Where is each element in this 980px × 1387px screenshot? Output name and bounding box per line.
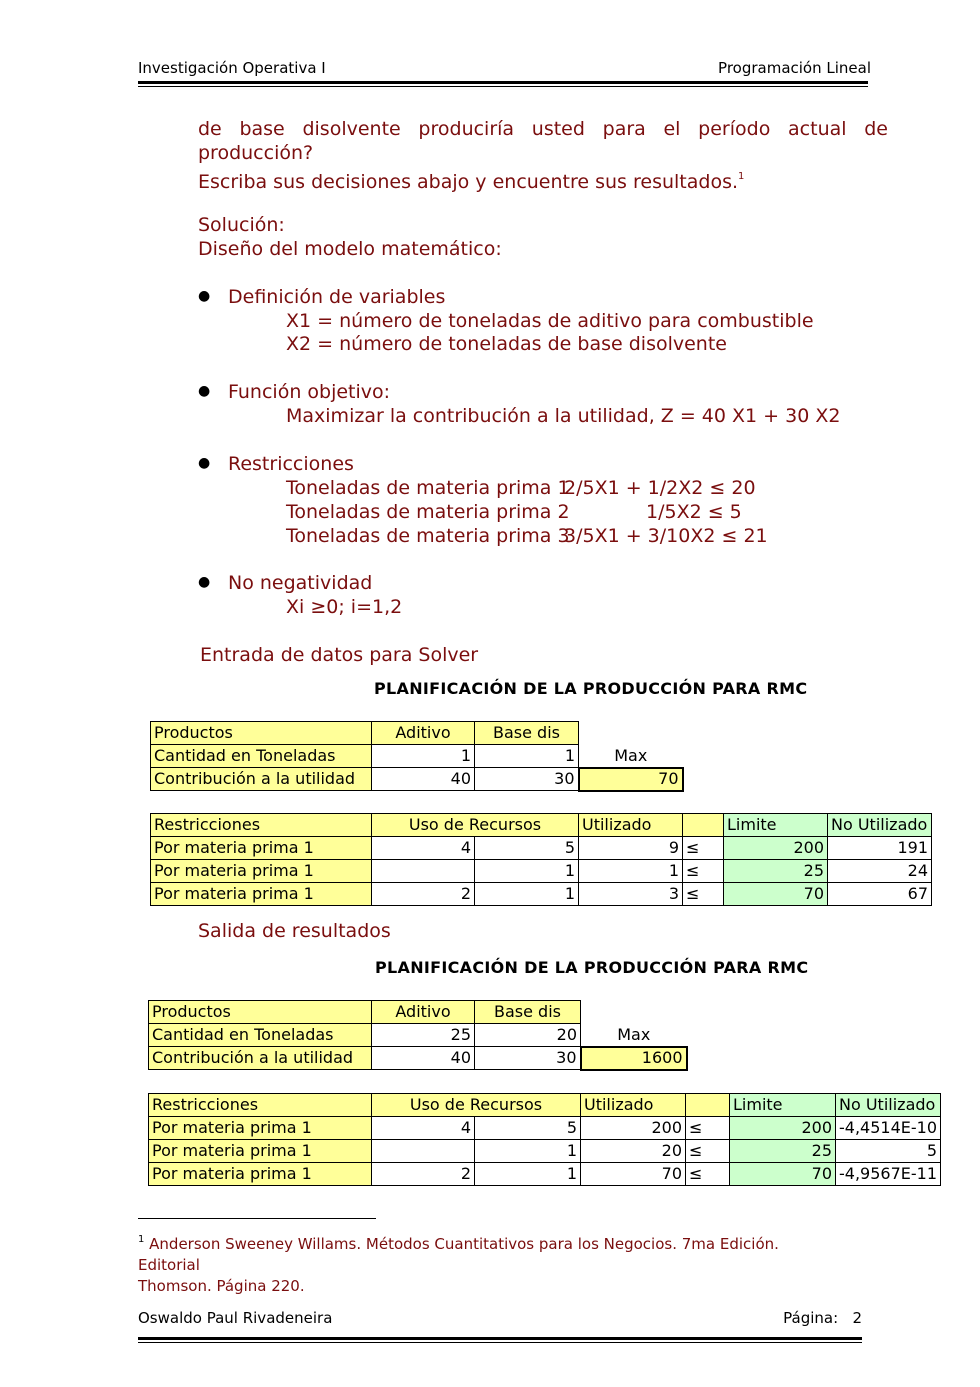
header-topic: Programación Lineal (718, 59, 871, 77)
table-cell: 200 (581, 1117, 686, 1140)
table-cell: 5 (836, 1140, 941, 1163)
table-cell: No Utilizado (828, 814, 932, 837)
table-cell: 1 (475, 883, 579, 906)
table-cell: 5 (475, 1117, 581, 1140)
table-row (149, 1024, 687, 1047)
bullet-icon: ● (198, 383, 211, 399)
table-cell (579, 722, 683, 745)
table-cell: Limite (724, 814, 828, 837)
objective-title: Función objetivo: (228, 381, 391, 403)
constraint-expr-2: 1/5X2 ≤ 5 (646, 501, 742, 523)
table-cell: 4 (372, 1117, 475, 1140)
table-cell: 25 (724, 860, 828, 883)
table-cell: 30 (475, 768, 579, 791)
table-row (149, 1140, 941, 1163)
footer-page-number: 2 (852, 1309, 862, 1327)
table-row (149, 1094, 941, 1117)
table-cell: ≤ (683, 837, 724, 860)
page-header (138, 58, 871, 82)
bullet-icon: ● (198, 288, 211, 304)
table-cell: Por materia prima 1 (151, 883, 372, 906)
max-label: Max (617, 1024, 651, 1044)
table-row (149, 1117, 941, 1140)
table-cell: 2 (372, 1163, 475, 1186)
constraint-label-1: Toneladas de materia prima 1 (286, 477, 570, 499)
table-cell: Utilizado (579, 814, 683, 837)
table-cell: Aditivo (372, 722, 475, 745)
table-cell: Utilizado (581, 1094, 686, 1117)
table-cell: 70 (730, 1163, 836, 1186)
footer-page (783, 1309, 862, 1327)
table-cell: Por materia prima 1 (149, 1163, 372, 1186)
objective-cell[interactable]: 1600 (581, 1047, 687, 1070)
output-sheet-title: PLANIFICACIÓN DE LA PRODUCCIÓN PARA RMC (375, 958, 809, 977)
footer-rule (138, 1337, 862, 1340)
table-cell: 191 (828, 837, 932, 860)
table-cell: Limite (730, 1094, 836, 1117)
table-cell: 20 (475, 1024, 581, 1047)
table-cell: 20 (581, 1140, 686, 1163)
table-cell: Por materia prima 1 (149, 1140, 372, 1163)
nonneg-text: Xi ≥0; i=1,2 (286, 596, 403, 618)
table-cell: Uso de Recursos (372, 814, 579, 837)
table-cell: Cantidad en Toneladas (149, 1024, 372, 1047)
solution-title: Solución: (198, 214, 285, 236)
table-row (149, 1001, 687, 1024)
table-cell: 200 (724, 837, 828, 860)
table-cell: Aditivo (372, 1001, 475, 1024)
table-cell (686, 1094, 730, 1117)
constraint-expr-1: 2/5X1 + 1/2X2 ≤ 20 (564, 477, 756, 499)
table-cell: Restricciones (151, 814, 372, 837)
footnote-rule (138, 1218, 376, 1219)
table-cell (581, 1001, 687, 1024)
table-cell: 40 (372, 1047, 475, 1070)
table-row (149, 1047, 687, 1070)
table-row (151, 768, 683, 791)
table-cell: ≤ (683, 883, 724, 906)
input-constraints-table (150, 813, 932, 906)
table-cell: -4,9567E-11 (836, 1163, 941, 1186)
variables-title: Definición de variables (228, 286, 446, 308)
table-cell: Por materia prima 1 (149, 1117, 372, 1140)
table-cell: Contribución a la utilidad (149, 1047, 372, 1070)
table-cell: 9 (579, 837, 683, 860)
table-cell (683, 814, 724, 837)
table-cell: 30 (475, 1047, 581, 1070)
input-heading: Entrada de datos para Solver (200, 644, 479, 666)
footnote-line-2: Thomson. Página 220. (138, 1277, 305, 1295)
table-cell (372, 1140, 475, 1163)
table-cell: 70 (581, 1163, 686, 1186)
table-cell: Por materia prima 1 (151, 860, 372, 883)
table-cell: 1 (579, 860, 683, 883)
input-sheet-title: PLANIFICACIÓN DE LA PRODUCCIÓN PARA RMC (374, 679, 808, 698)
solution-subtitle: Diseño del modelo matemático: (198, 238, 502, 260)
table-row (151, 722, 683, 745)
table-cell: 200 (730, 1117, 836, 1140)
table-row (151, 745, 683, 768)
table-cell: Productos (151, 722, 372, 745)
intro-line-2: Escriba sus decisiones abajo y encuentre sus resultados.$^1$ (198, 171, 745, 193)
table-row (151, 860, 932, 883)
table-cell: 25 (372, 1024, 475, 1047)
bullet-icon: ● (198, 574, 211, 590)
table-cell: 5 (475, 837, 579, 860)
table-cell: 4 (372, 837, 475, 860)
footnote-number: 1 (138, 1234, 145, 1245)
bullet-icon: ● (198, 455, 211, 471)
variable-x2: X2 = número de toneladas de base disolvente (286, 333, 727, 355)
table-cell: 1 (475, 860, 579, 883)
nonneg-title: No negatividad (228, 572, 373, 594)
max-label: Max (614, 745, 648, 765)
input-products-table (150, 721, 684, 792)
intro-paragraph (198, 117, 888, 194)
table-row (151, 814, 932, 837)
table-row (151, 837, 932, 860)
footnote (138, 1229, 838, 1297)
header-rule-thin (138, 86, 868, 87)
table-cell: Base dis (475, 722, 579, 745)
footnote-line-1: $^1$ Anderson Sweeney Willams. Métodos Cuantitativos para los Negocios. 7ma Edición. Editorial (138, 1234, 779, 1274)
output-heading: Salida de resultados (198, 920, 391, 942)
footer-rule-thin (138, 1342, 862, 1343)
table-cell: ≤ (686, 1163, 730, 1186)
table-cell: 3 (579, 883, 683, 906)
header-course: Investigación Operativa I (138, 59, 326, 77)
table-cell: 1 (475, 1163, 581, 1186)
footer-author: Oswaldo Paul Rivadeneira (138, 1309, 333, 1327)
table-cell: Uso de Recursos (372, 1094, 581, 1117)
constraint-expr-3: 3/5X1 + 3/10X2 ≤ 21 (564, 525, 768, 547)
table-cell: 2 (372, 883, 475, 906)
table-cell: 1 (372, 745, 475, 768)
table-cell: Por materia prima 1 (151, 837, 372, 860)
table-cell: 67 (828, 883, 932, 906)
constraint-label-3: Toneladas de materia prima 3 (286, 525, 570, 547)
table-cell: ≤ (686, 1140, 730, 1163)
table-cell: Base dis (475, 1001, 581, 1024)
footer-page-label: Página: (783, 1309, 839, 1327)
output-products-table (148, 1000, 688, 1071)
table-cell: 40 (372, 768, 475, 791)
table-cell: ≤ (683, 860, 724, 883)
table-cell: 24 (828, 860, 932, 883)
constraints-title: Restricciones (228, 453, 354, 475)
table-cell: -4,4514E-10 (836, 1117, 941, 1140)
table-cell: Productos (149, 1001, 372, 1024)
header-rule (138, 81, 868, 84)
table-cell (372, 860, 475, 883)
output-constraints-table (148, 1093, 941, 1186)
table-cell: ≤ (686, 1117, 730, 1140)
table-cell: Restricciones (149, 1094, 372, 1117)
table-cell: 1 (475, 745, 579, 768)
intro-line-1: de base disolvente produciría usted para el período actual de producción? (198, 118, 888, 164)
table-cell: Contribución a la utilidad (151, 768, 372, 791)
table-cell: Cantidad en Toneladas (151, 745, 372, 768)
table-cell: 70 (724, 883, 828, 906)
table-row (149, 1163, 941, 1186)
table-cell: 25 (730, 1140, 836, 1163)
table-cell: No Utilizado (836, 1094, 941, 1117)
table-row (151, 883, 932, 906)
footnote-ref: 1 (738, 171, 745, 182)
table-cell: 1 (475, 1140, 581, 1163)
objective-text: Maximizar la contribución a la utilidad, Z = 40 X1 + 30 X2 (286, 405, 841, 427)
constraint-label-2: Toneladas de materia prima 2 (286, 501, 570, 523)
objective-cell[interactable]: 70 (579, 768, 683, 791)
variable-x1: X1 = número de toneladas de aditivo para combustible (286, 310, 814, 332)
